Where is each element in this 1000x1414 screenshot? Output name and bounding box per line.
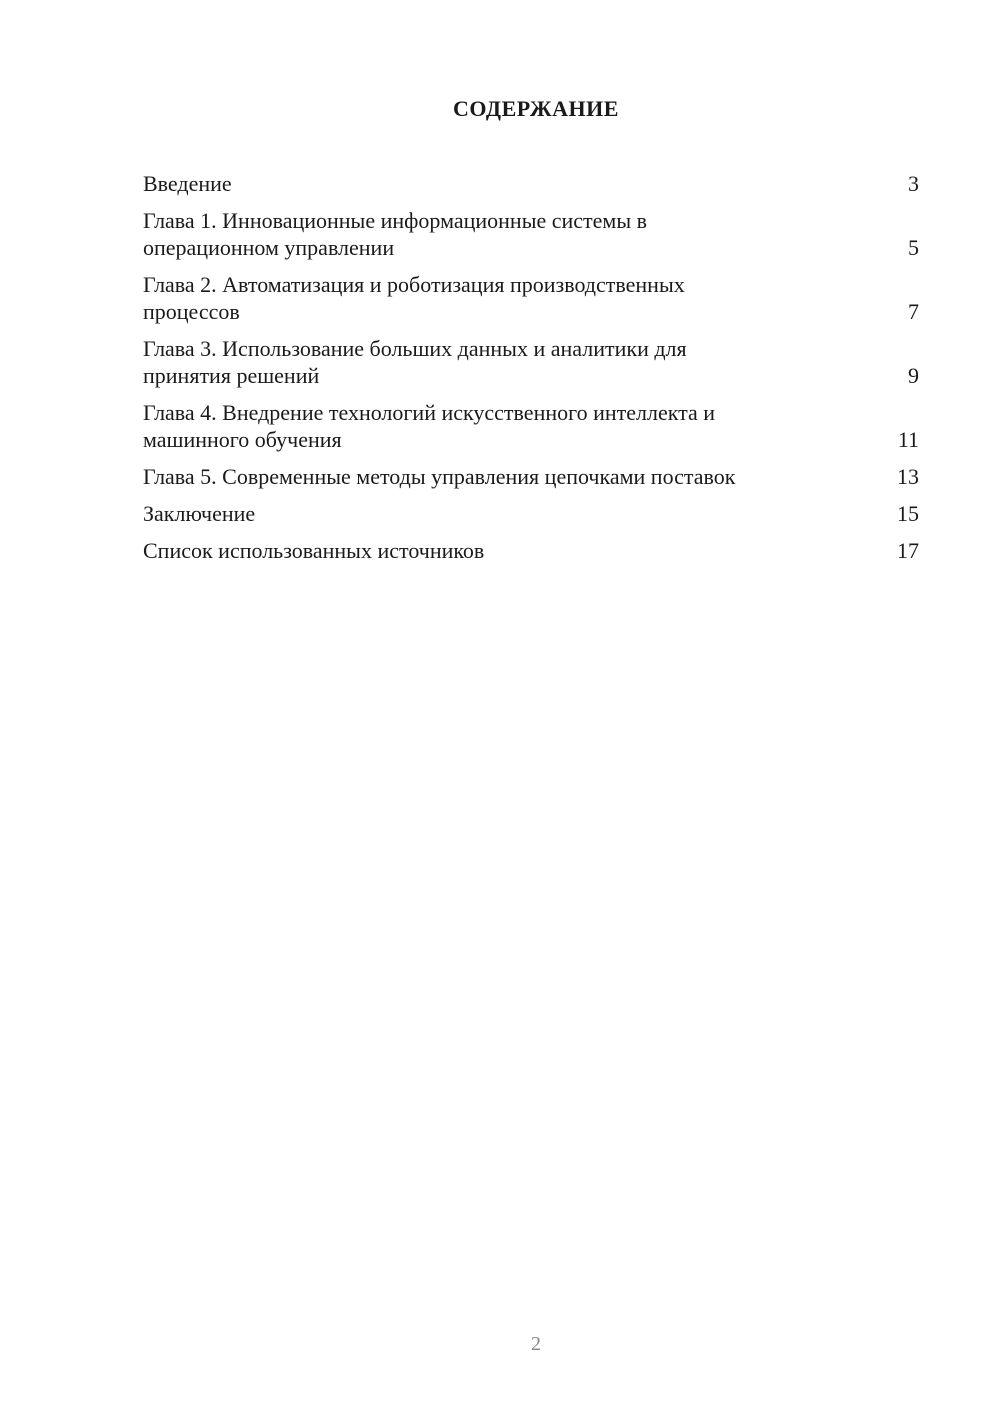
toc-entry-page: 13 xyxy=(897,464,919,489)
toc-entry-page: 5 xyxy=(908,235,919,260)
toc-entry-page: 15 xyxy=(897,501,919,526)
page-number: 2 xyxy=(531,1333,541,1355)
page-title: СОДЕРЖАНИЕ xyxy=(453,96,619,121)
toc-entry-references xyxy=(143,537,919,564)
toc-entry-page: 17 xyxy=(897,538,919,563)
toc-entry-chapter-2 xyxy=(143,271,919,325)
toc-entry-text: Введение xyxy=(143,171,232,196)
toc-entry-page: 3 xyxy=(908,171,919,196)
toc-entry-chapter-4 xyxy=(143,399,919,453)
toc-entry-page: 7 xyxy=(908,299,919,324)
toc-entry-chapter-3 xyxy=(143,335,919,389)
toc-entry-page: 11 xyxy=(897,427,919,452)
toc-entry-text: Глава 3. Использование больших данных и аналитики для принятия решений xyxy=(143,336,687,388)
toc-entry-page: 9 xyxy=(908,363,919,388)
toc-entry-text: Заключение xyxy=(143,501,256,526)
toc-entry-text: Глава 4. Внедрение технологий искусственного интеллекта и машинного обучения xyxy=(143,400,716,452)
toc-entry-chapter-5 xyxy=(143,463,919,490)
toc-entry-text: Глава 5. Современные методы управления цепочками поставок xyxy=(143,464,736,489)
table-of-contents xyxy=(143,170,919,574)
toc-entry-conclusion xyxy=(143,500,919,527)
toc-entry-text: Глава 2. Автоматизация и роботизация производственных процессов xyxy=(143,272,685,324)
toc-entry-introduction xyxy=(143,170,919,197)
toc-entry-text: Список использованных источников xyxy=(143,538,485,563)
toc-entry-chapter-1 xyxy=(143,207,919,261)
toc-entry-text: Глава 1. Инновационные информационные системы в операционном управлении xyxy=(143,208,648,260)
